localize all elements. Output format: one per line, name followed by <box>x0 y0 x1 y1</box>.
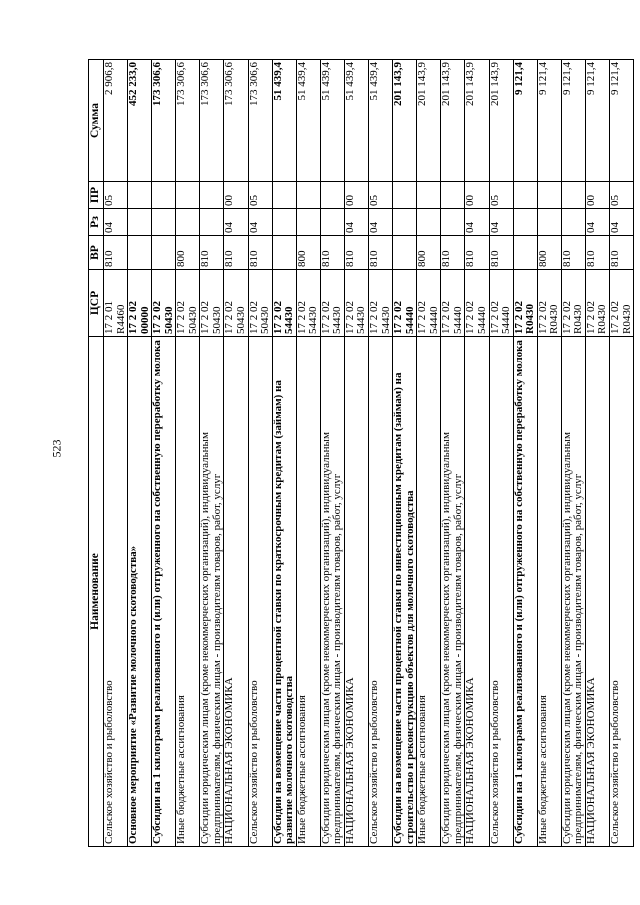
cell-name: Субсидии юридическим лицам (кроме некоммерческих организаций), индивидуальным предпринимателям, физическим лицам - производителям товаров, работ, услуг <box>320 337 344 847</box>
cell-vr: 800 <box>537 236 561 270</box>
cell-rz <box>417 209 441 236</box>
cell-pr <box>296 182 320 209</box>
cell-name: Субсидии на 1 килограмм реализованного и (или) отгруженного на собственную переработку молока <box>152 337 176 847</box>
cell-name: Сельское хозяйство и рыболовство <box>609 337 633 847</box>
cell-rz: 04 <box>369 209 393 236</box>
cell-vr: 810 <box>248 236 272 270</box>
table-row <box>369 60 393 847</box>
cell-csr: 17 2 02 54430 <box>272 270 296 337</box>
cell-name: НАЦИОНАЛЬНАЯ ЭКОНОМИКА <box>465 337 489 847</box>
cell-pr: 00 <box>224 182 248 209</box>
cell-sum: 173 306,6 <box>248 60 272 182</box>
cell-name: НАЦИОНАЛЬНАЯ ЭКОНОМИКА <box>224 337 248 847</box>
cell-sum: 201 143,9 <box>393 60 417 182</box>
table-row <box>417 60 441 847</box>
cell-csr: 17 2 01 R4460 <box>104 270 128 337</box>
cell-name: Основное мероприятие «Развитие молочного скотоводства» <box>128 337 152 847</box>
cell-rz <box>176 209 200 236</box>
cell-csr: 17 2 02 54430 <box>296 270 320 337</box>
cell-rz: 04 <box>224 209 248 236</box>
cell-sum: 201 143,9 <box>489 60 513 182</box>
cell-name: Сельское хозяйство и рыболовство <box>104 337 128 847</box>
cell-rz <box>128 209 152 236</box>
cell-pr <box>441 182 465 209</box>
cell-vr: 810 <box>200 236 224 270</box>
cell-pr <box>561 182 585 209</box>
cell-csr: 17 2 02 00000 <box>128 270 152 337</box>
cell-csr: 17 2 02 50430 <box>176 270 200 337</box>
cell-vr <box>152 236 176 270</box>
header-rz: Рз <box>89 209 104 236</box>
cell-pr <box>176 182 200 209</box>
table-row <box>489 60 513 847</box>
cell-rz <box>561 209 585 236</box>
table-row <box>128 60 152 847</box>
table-row <box>272 60 296 847</box>
cell-sum: 201 143,9 <box>441 60 465 182</box>
table-header-row <box>89 60 104 847</box>
table-row <box>224 60 248 847</box>
cell-vr: 800 <box>296 236 320 270</box>
cell-sum: 9 121,4 <box>585 60 609 182</box>
table-row <box>441 60 465 847</box>
header-name: Наименование <box>89 337 104 847</box>
cell-pr: 05 <box>609 182 633 209</box>
cell-name: Субсидии юридическим лицам (кроме некоммерческих организаций), индивидуальным предпринимателям, физическим лицам - производителям товаров, работ, услуг <box>441 337 465 847</box>
cell-sum: 173 306,6 <box>200 60 224 182</box>
cell-rz <box>296 209 320 236</box>
cell-pr <box>393 182 417 209</box>
cell-pr: 00 <box>465 182 489 209</box>
cell-pr <box>537 182 561 209</box>
table-row <box>104 60 128 847</box>
cell-csr: 17 2 02 R0430 <box>609 270 633 337</box>
cell-rz: 04 <box>489 209 513 236</box>
cell-rz <box>537 209 561 236</box>
cell-pr <box>200 182 224 209</box>
table-row <box>609 60 633 847</box>
header-pr: ПР <box>89 182 104 209</box>
table-row <box>393 60 417 847</box>
cell-rz: 04 <box>465 209 489 236</box>
cell-pr: 05 <box>369 182 393 209</box>
cell-csr: 17 2 02 50430 <box>152 270 176 337</box>
table-row <box>176 60 200 847</box>
cell-sum: 9 121,4 <box>513 60 537 182</box>
cell-sum: 51 439,4 <box>320 60 344 182</box>
cell-vr: 810 <box>224 236 248 270</box>
cell-sum: 173 306,6 <box>152 60 176 182</box>
cell-vr: 810 <box>489 236 513 270</box>
cell-vr <box>128 236 152 270</box>
cell-csr: 17 2 02 R0430 <box>561 270 585 337</box>
table-row <box>465 60 489 847</box>
cell-name: НАЦИОНАЛЬНАЯ ЭКОНОМИКА <box>585 337 609 847</box>
cell-csr: 17 2 02 54430 <box>344 270 368 337</box>
cell-vr <box>272 236 296 270</box>
cell-rz <box>272 209 296 236</box>
table-row <box>561 60 585 847</box>
table-row <box>585 60 609 847</box>
cell-vr: 810 <box>104 236 128 270</box>
cell-csr: 17 2 02 54440 <box>441 270 465 337</box>
cell-pr: 05 <box>248 182 272 209</box>
cell-pr <box>320 182 344 209</box>
cell-sum: 51 439,4 <box>272 60 296 182</box>
header-vr: ВР <box>89 236 104 270</box>
cell-name: Сельское хозяйство и рыболовство <box>489 337 513 847</box>
cell-rz: 04 <box>104 209 128 236</box>
cell-csr: 17 2 02 50430 <box>224 270 248 337</box>
cell-sum: 201 143,9 <box>417 60 441 182</box>
cell-rz: 04 <box>609 209 633 236</box>
cell-csr: 17 2 02 50430 <box>200 270 224 337</box>
cell-name: Субсидии юридическим лицам (кроме некоммерческих организаций), индивидуальным предпринимателям, физическим лицам - производителям товаров, работ, услуг <box>200 337 224 847</box>
cell-vr <box>393 236 417 270</box>
cell-rz <box>200 209 224 236</box>
cell-name: Субсидии на возмещение части процентной ставки по краткосрочным кредитам (займам) на развитие молочного скотоводства <box>272 337 296 847</box>
cell-vr: 810 <box>609 236 633 270</box>
cell-pr <box>513 182 537 209</box>
cell-name: НАЦИОНАЛЬНАЯ ЭКОНОМИКА <box>344 337 368 847</box>
table-row <box>320 60 344 847</box>
cell-vr: 810 <box>465 236 489 270</box>
cell-pr: 00 <box>585 182 609 209</box>
cell-csr: 17 2 02 R0430 <box>585 270 609 337</box>
cell-csr: 17 2 02 R0430 <box>537 270 561 337</box>
cell-csr: 17 2 02 R0430 <box>513 270 537 337</box>
cell-csr: 17 2 02 54440 <box>417 270 441 337</box>
cell-rz: 04 <box>248 209 272 236</box>
budget-table <box>88 59 634 847</box>
table-row <box>537 60 561 847</box>
cell-name: Иные бюджетные ассигнования <box>417 337 441 847</box>
cell-name: Сельское хозяйство и рыболовство <box>369 337 393 847</box>
cell-rz <box>441 209 465 236</box>
cell-pr <box>152 182 176 209</box>
cell-rz <box>152 209 176 236</box>
cell-sum: 9 121,4 <box>537 60 561 182</box>
cell-csr: 17 2 02 50430 <box>248 270 272 337</box>
table-row <box>152 60 176 847</box>
cell-sum: 51 439,4 <box>344 60 368 182</box>
cell-name: Сельское хозяйство и рыболовство <box>248 337 272 847</box>
cell-sum: 9 121,4 <box>561 60 585 182</box>
cell-pr <box>417 182 441 209</box>
cell-vr: 810 <box>585 236 609 270</box>
cell-rz: 04 <box>344 209 368 236</box>
cell-rz <box>393 209 417 236</box>
cell-vr: 810 <box>344 236 368 270</box>
cell-sum: 173 306,6 <box>224 60 248 182</box>
budget-table-container <box>88 60 633 847</box>
header-csr: ЦСР <box>89 270 104 337</box>
cell-name: Субсидии на возмещение части процентной ставки по инвестиционным кредитам (займам) на строительство и реконструкцию объектов для молочного скотоводства <box>393 337 417 847</box>
cell-pr <box>272 182 296 209</box>
cell-pr: 00 <box>344 182 368 209</box>
page-number: 523 <box>49 439 64 458</box>
cell-csr: 17 2 02 54440 <box>489 270 513 337</box>
header-sum: Сумма <box>89 60 104 182</box>
cell-name: Иные бюджетные ассигнования <box>176 337 200 847</box>
cell-csr: 17 2 02 54430 <box>369 270 393 337</box>
cell-vr: 810 <box>561 236 585 270</box>
cell-rz: 04 <box>585 209 609 236</box>
cell-pr <box>128 182 152 209</box>
cell-name: Субсидии юридическим лицам (кроме некоммерческих организаций), индивидуальным предпринимателям, физическим лицам - производителям товаров, работ, услуг <box>561 337 585 847</box>
cell-name: Иные бюджетные ассигнования <box>537 337 561 847</box>
cell-vr: 800 <box>176 236 200 270</box>
cell-sum: 51 439,4 <box>296 60 320 182</box>
cell-csr: 17 2 02 54440 <box>393 270 417 337</box>
cell-sum: 173 306,6 <box>176 60 200 182</box>
cell-csr: 17 2 02 54430 <box>320 270 344 337</box>
cell-vr: 800 <box>417 236 441 270</box>
cell-vr: 810 <box>320 236 344 270</box>
table-row <box>344 60 368 847</box>
table-row <box>200 60 224 847</box>
cell-vr: 810 <box>441 236 465 270</box>
cell-sum: 201 143,9 <box>465 60 489 182</box>
cell-rz <box>513 209 537 236</box>
cell-vr <box>513 236 537 270</box>
cell-sum: 9 121,4 <box>609 60 633 182</box>
cell-name: Иные бюджетные ассигнования <box>296 337 320 847</box>
cell-name: Субсидии на 1 килограмм реализованного и (или) отгруженного на собственную переработку молока <box>513 337 537 847</box>
cell-vr: 810 <box>369 236 393 270</box>
cell-pr: 05 <box>104 182 128 209</box>
table-row <box>296 60 320 847</box>
cell-pr: 05 <box>489 182 513 209</box>
cell-sum: 51 439,4 <box>369 60 393 182</box>
table-row <box>513 60 537 847</box>
cell-rz <box>320 209 344 236</box>
cell-sum: 452 233,0 <box>128 60 152 182</box>
cell-csr: 17 2 02 54440 <box>465 270 489 337</box>
cell-sum: 2 906,8 <box>104 60 128 182</box>
table-row <box>248 60 272 847</box>
